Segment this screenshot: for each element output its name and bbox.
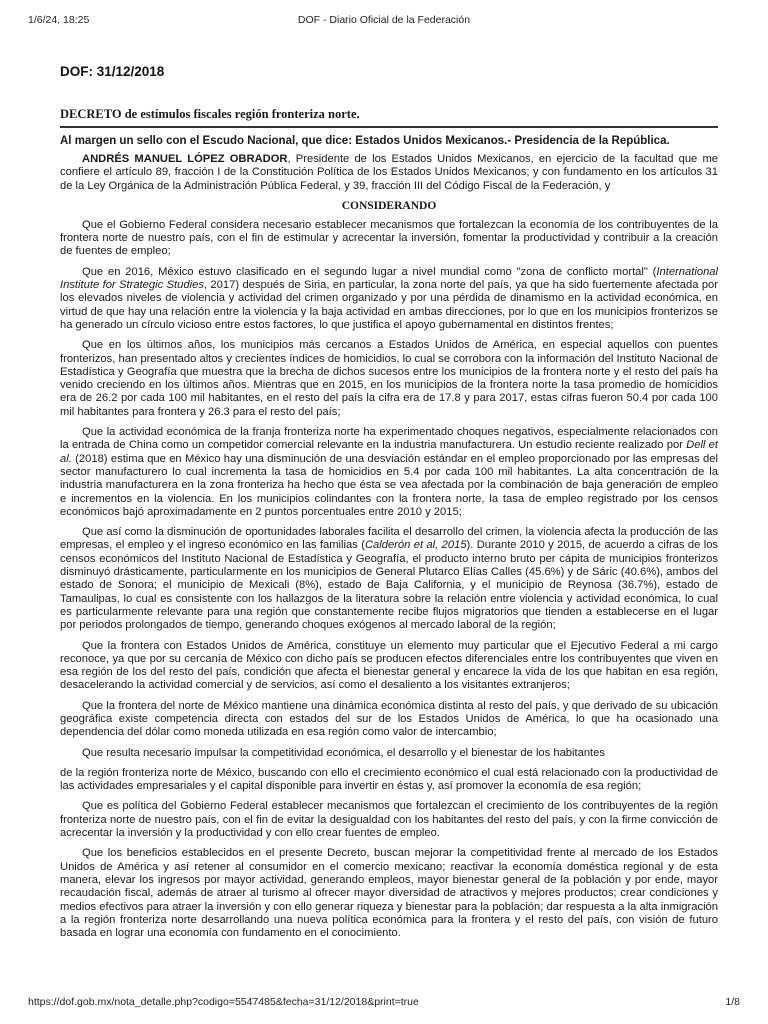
document-body xyxy=(60,64,718,947)
paragraph-5-text-b: ). Durante 2010 y 2015, de acuerdo a cifras de los censos económicos del Instituto Nacional de Estadística y Geografía, el producto interno bruto per cápita de municipios fronterizos disminuyó drásticamente, particularmente en los municipios de General Plutarco Elías Calles (45.6%) y de Sáric (40.6%), ambos del estado de Sonora; el municipio de Mexicali (8%), estado de Baja California, y el municipio de Reynosa (36.7%), estado de Tamaulipas, lo cual es consistente con los hallazgos de la literatura sobre la relación entre violencia y actividad económica, lo cual es particularmente relevante para una región que constantemente recibe flujos migratorios que tienden a establecerse en el lugar por periodos prolongados de tiempo, generando choques exógenos al mercado laboral de la región; xyxy=(60,539,719,632)
paragraph-3: Que en los últimos años, los municipios más cercanos a Estados Unidos de América, en especial aquellos con puentes fronterizos, han presentado altos y crecientes índices de homicidios, lo cual se corrobora con la información del Instituto Nacional de Estadística y Geografía que muestra que la brecha de dichos sucesos entre los municipios de la frontera norte y el resto del país ha venido creciendo en los últimos años. Mientras que en 2015, en los municipios de la frontera norte la tasa promedio de homicidios era de 26.2 por cada 100 mil habitantes, en el resto del país la cifra era de 17.8 y para 2017, estas cifras fueron 50.4 por cada 100 mil habitantes para frontera y 26.3 para el resto del país; xyxy=(60,339,718,418)
paragraph-4-citation: Dell et al. xyxy=(60,439,718,465)
paragraph-9: de la región fronteriza norte de México, buscando con ello el crecimiento económico el cual está relacionado con la productividad de las actividades empresariales y el capital disponible para invertir en éstas y, así promover la economía de esa región; xyxy=(60,766,718,793)
paragraph-6: Que la frontera con Estados Unidos de América, constituye un elemento muy particular que el Ejecutivo Federal a mi cargo reconoce, ya que por su cercanía de México con dicho país se producen efectos diferenciales entre los contribuyentes que viven en esa región de los del resto del país, condición que afecta el bienestar general y encarece la vida de los que habitan en esa región, desacelerando la actividad comercial y de servicios, así como el desaliento a los visitantes extranjeros; xyxy=(60,639,718,692)
paragraph-8: Que resulta necesario impulsar la competitividad económica, el desarrollo y el bienestar de los habitantes xyxy=(82,746,605,759)
preamble-paragraph xyxy=(60,153,718,193)
paragraph-5 xyxy=(60,526,718,632)
seal-line: Al margen un sello con el Escudo Nacional, que dice: Estados Unidos Mexicanos.- Presidencia de la República. xyxy=(60,135,670,147)
paragraph-10: Que es política del Gobierno Federal establecer mecanismos que fortalezcan el crecimiento de los contribuyentes de la región fronteriza norte de nuestro país, con el fin de evitar la desigualdad con los habitantes del resto del país, y con la firme convicción de acrecentar la inversión y la productividad y con ello crear fuentes de empleo. xyxy=(60,800,718,840)
paragraph-11: Que los beneficios establecidos en el presente Decreto, buscan mejorar la competitividad frente al mercado de los Estados Unidos de América y así retener al consumidor en el comercio mexicano; reactivar la economía doméstica regional y de esta manera, elevar los ingresos por mayor actividad, generando empleos, mayor bienestar general de la población y por ende, mayor recaudación fiscal, además de atraer al turismo al ofrecer mayor diversidad de atractivos y mejores productos; crear condiciones y medios efectivos para atraer la inversión y con ello generar riqueza y bienestar para la población; dar respuesta a la alta inmigración a la región fronteriza norte desarrollando una nueva política económica para la frontera y el resto del país, con visión de futuro basada en lograr una economía con fundamento en el conocimiento. xyxy=(60,847,718,940)
paragraph-2-citation: International Institute for Strategic Studies xyxy=(60,265,718,292)
page-url: https://dof.gob.mx/nota_detalle.php?codigo=5547485&fecha=31/12/2018&print=true xyxy=(28,996,419,1008)
decree-title-rest: de estímulos fiscales región fronteriza norte. xyxy=(121,107,360,121)
decree-title xyxy=(60,107,718,126)
print-footer xyxy=(28,996,740,1010)
paragraph-2-text-b: , 2017) después de Siria, en particular, la zona norte del país, ya que ha sido fuertemente afectada por los elevados niveles de violencia y actividad del crimen organizado y por una pérdida de dinamismo en la actividad económica, en virtud de que hay una relación entre la violencia y la baja actividad en ambas direcciones, por lo que en los municipios fronterizos se ha generado un círculo vicioso entre estos factores, lo que justifica el apoyo gubernamental en distintos frentes; xyxy=(60,279,718,331)
paragraph-4-text-a: Que la actividad económica de la franja fronteriza norte ha experimentado choques negativos, especialmente relacionados con la entrada de China como un competidor comercial relevante en la industria manufacturera. Un estudio reciente realizado por xyxy=(60,426,718,452)
paragraph-5-text-a: Que así como la disminución de oportunidades laborales facilita el desarrollo del crimen, la violencia afecta la producción de las empresas, el empleo y el ingreso económico en las familias ( xyxy=(60,526,718,552)
site-title: DOF - Diario Oficial de la Federación xyxy=(297,14,471,26)
preamble-text: , Presidente de los Estados Unidos Mexicanos, en ejercicio de la facultad que me confiere el artículo 89, fracción I de la Constitución Política de los Estados Unidos Mexicanos; y con fundamento en los artículos 31 de la Ley Orgánica de la Administración Pública Federal, y 39, fracción III del Código Fiscal de la Federación, y xyxy=(60,153,718,192)
title-divider xyxy=(60,126,718,128)
decree-title-bold: DECRETO xyxy=(60,107,122,121)
considerando-heading: CONSIDERANDO xyxy=(341,199,437,212)
paragraph-4 xyxy=(60,426,718,519)
paragraph-2 xyxy=(60,266,718,332)
president-name: ANDRÉS MANUEL LÓPEZ OBRADOR xyxy=(82,153,288,165)
paragraph-5-citation: Calderón et al, 2015 xyxy=(364,539,467,552)
paragraph-4-text-b: (2018) estima que en México hay una disminución de una desviación estándar en el empleo proporcionado por las empresas del sector manufacturero lo cual incrementa la tasa de homicidios en 5.4 por cada 100 mil habitantes. La alta concentración de la industria manufacturera en la zona fronteriza ha hecho que ésta se vea afectada por la combinación de baja generación de empleo e incrementos en la violencia. En los municipios colindantes con la frontera norte, la tasa de empleo registrado por los censos económicos bajó aproximadamente en 2 puntos porcentuales entre 2010 y 2015; xyxy=(60,452,718,518)
paragraph-2-text-a: Que en 2016, México estuvo clasificado en el segundo lugar a nivel mundial como "zona de conflicto mortal" ( xyxy=(82,265,657,278)
dof-date: DOF: 31/12/2018 xyxy=(60,64,165,79)
page-counter: 1/8 xyxy=(725,996,740,1008)
print-header xyxy=(28,14,740,28)
print-timestamp: 1/6/24, 18:25 xyxy=(28,14,90,26)
paragraph-1: Que el Gobierno Federal considera necesario establecer mecanismos que fortalezcan la economía de los contribuyentes de la frontera norte de nuestro país, con el fin de estimular y acrecentar la inversión, fomentar la productividad y contribuir a la creación de fuentes de empleo; xyxy=(60,218,718,258)
paragraph-7: Que la frontera del norte de México mantiene una dinámica económica distinta al resto del país, y que derivado de su ubicación geográfica existe competencia directa con estados del sur de los Estados Unidos de América, lo que ha ocasionado una dependencia del dólar como moneda utilizada en esa región como valor de intercambio; xyxy=(60,699,718,739)
